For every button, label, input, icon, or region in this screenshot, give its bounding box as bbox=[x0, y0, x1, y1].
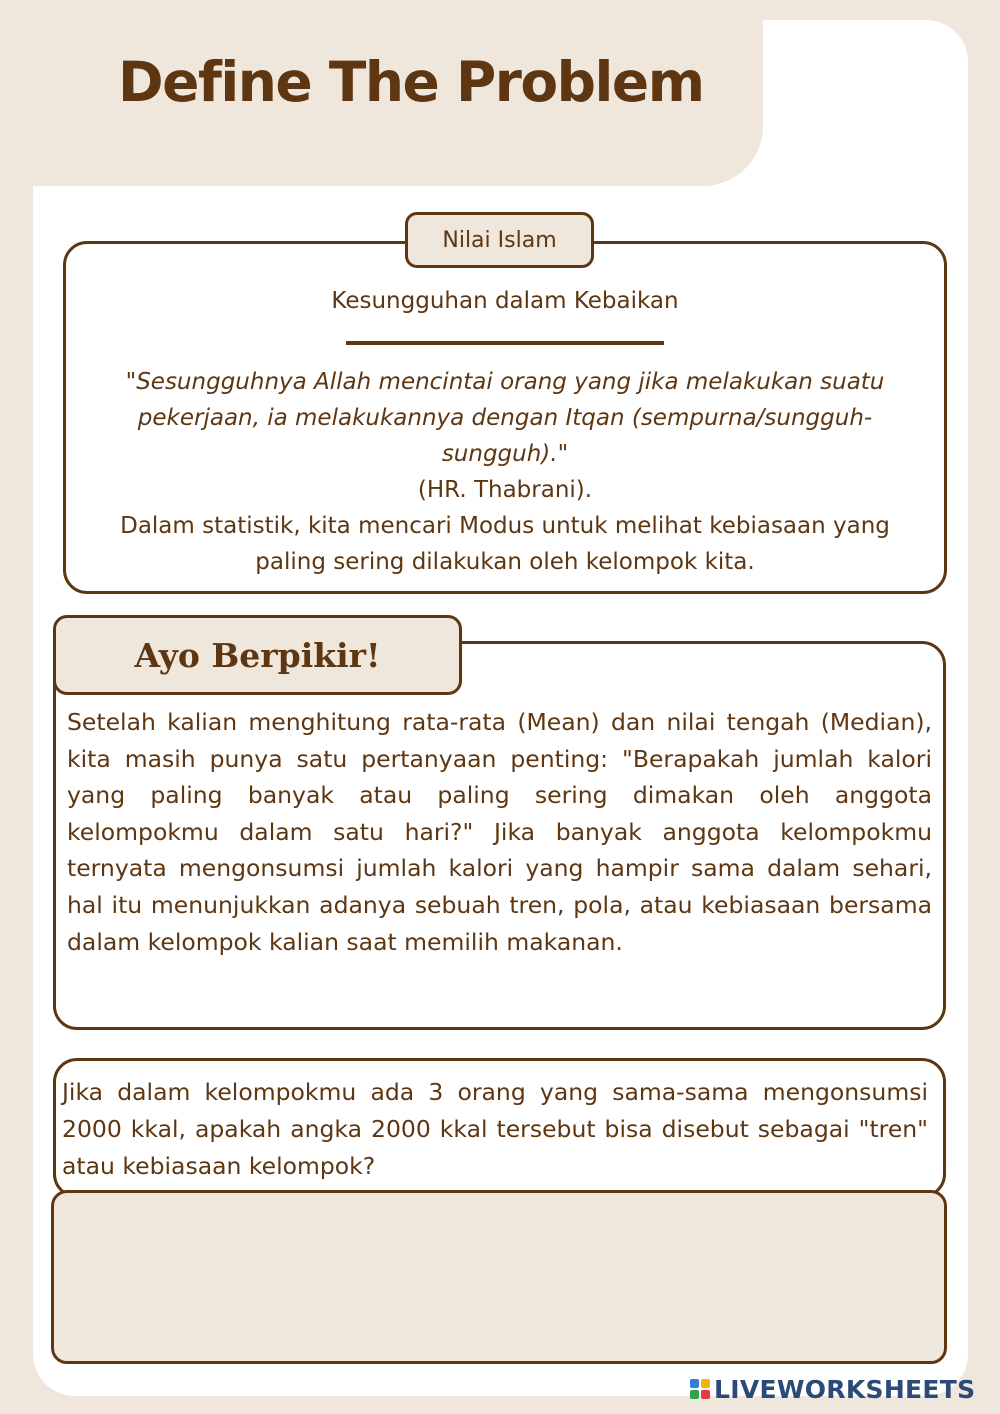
nilai-islam-badge-label: Nilai Islam bbox=[442, 227, 557, 253]
page-title: Define The Problem bbox=[118, 50, 704, 114]
liveworksheets-logo[interactable] bbox=[690, 1374, 975, 1404]
quote-open-mark: " bbox=[125, 369, 137, 395]
subtitle-divider bbox=[346, 341, 664, 345]
answer-input[interactable] bbox=[51, 1190, 947, 1364]
ayo-berpikir-title: Ayo Berpikir! bbox=[134, 635, 381, 675]
nilai-islam-subtitle: Kesungguhan dalam Kebaikan bbox=[331, 288, 679, 314]
nilai-islam-badge bbox=[405, 212, 594, 268]
ayo-berpikir-text: Setelah kalian menghitung rata-rata (Mean) dan nilai tengah (Median), kita masih punya satu pertanyaan penting: "Berapakah jumlah kalori yang paling banyak atau paling sering dimakan oleh anggota kelompokmu dalam satu hari?" Jika banyak anggota kelompokmu ternyata mengonsumsi jumlah kalori yang hampir sama dalam sehari, hal itu menunjukkan adanya sebuah tren, pola, atau kebiasaan bersama dalam kelompok kalian saat memilih makanan. bbox=[67, 708, 932, 956]
quote-close-mark: " bbox=[557, 441, 569, 467]
hadith-quote: Sesungguhnya Allah mencintai orang yang jika melakukan suatu pekerjaan, ia melakukannya dengan Itqan (sempurna/sungguh-sungguh). bbox=[136, 369, 885, 467]
logo-square bbox=[690, 1379, 699, 1388]
logo-square bbox=[701, 1390, 710, 1399]
question-text: Jika dalam kelompokmu ada 3 orang yang sama-sama mengonsumsi 2000 kkal, apakah angka 2000 kkal tersebut bisa disebut sebagai "tren" atau kebiasaan kelompok? bbox=[62, 1078, 928, 1180]
liveworksheets-logo-text: LIVEWORKSHEETS bbox=[714, 1374, 976, 1404]
logo-square bbox=[701, 1379, 710, 1388]
nilai-islam-body bbox=[90, 364, 920, 580]
statistics-statement: Dalam statistik, kita mencari Modus untuk melihat kebiasaan yang paling sering dilakukan oleh kelompok kita. bbox=[120, 513, 890, 575]
hadith-source: (HR. Thabrani). bbox=[417, 477, 593, 503]
liveworksheets-logo-icon bbox=[690, 1379, 710, 1399]
logo-square bbox=[690, 1390, 699, 1399]
ayo-berpikir-tab bbox=[53, 615, 462, 695]
